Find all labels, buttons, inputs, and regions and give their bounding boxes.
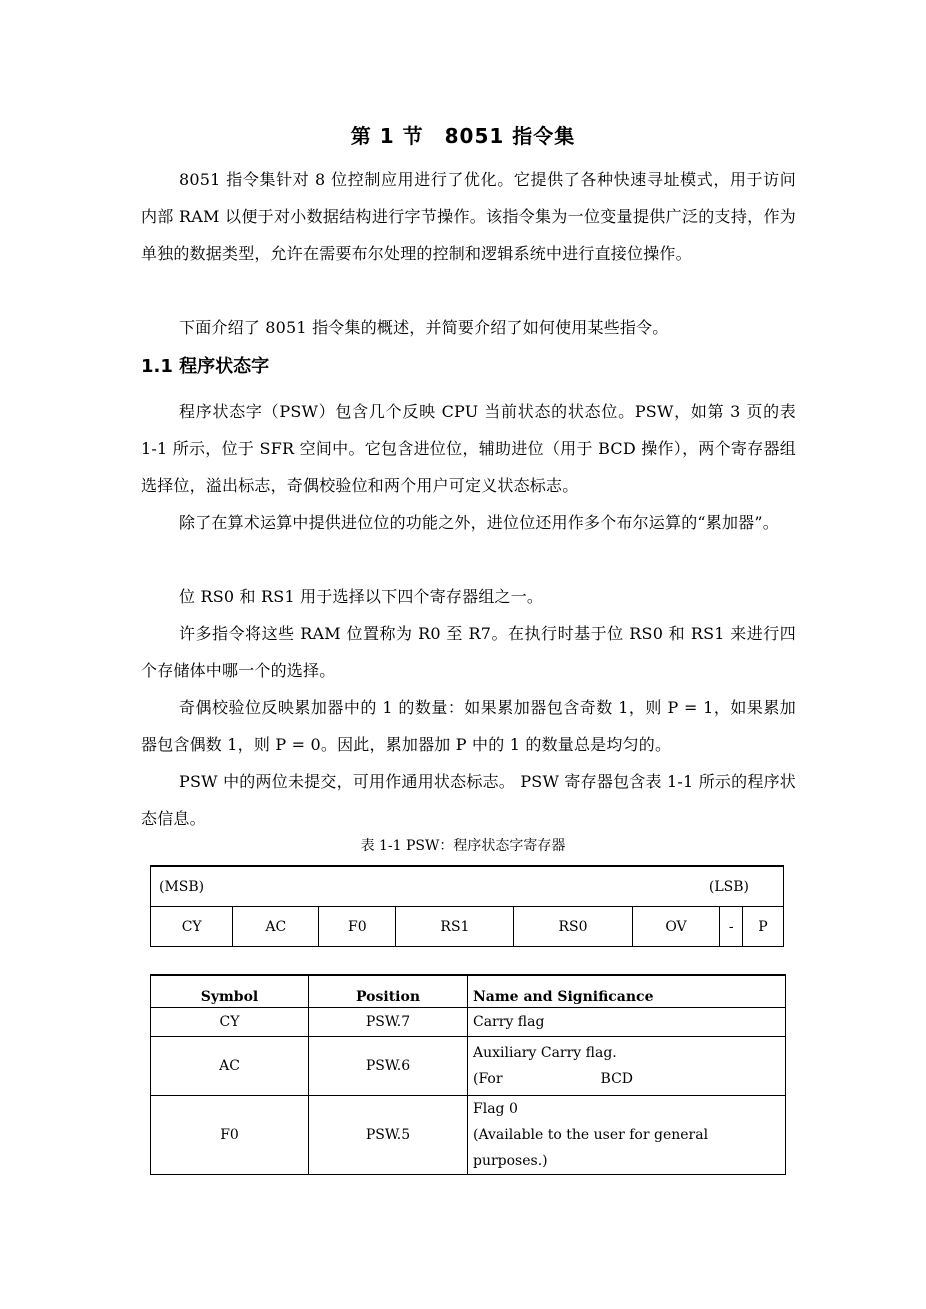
msb-lsb-row <box>151 866 784 907</box>
bit-cell: CY <box>151 907 233 947</box>
bit-cell: P <box>742 907 783 947</box>
intro-paragraph-2: 下面介绍了 8051 指令集的概述，并简要介绍了如何使用某些指令。 <box>179 318 669 337</box>
description-line: Carry flag <box>473 1014 545 1030</box>
header-symbol: Symbol <box>151 975 309 1008</box>
table-row <box>151 1037 786 1096</box>
psw-paragraph-6: PSW 中的两位未提交，可用作通用状态标志。 PSW 寄存器包含表 1-1 所示的程序状态信息。 <box>141 772 796 828</box>
position-cell: PSW.6 <box>309 1037 468 1096</box>
bit-cell: RS0 <box>514 907 632 947</box>
header-name-significance: Name and Significance <box>468 975 786 1008</box>
table-header-row <box>151 975 786 1008</box>
lsb-label: (LSB) <box>708 878 749 895</box>
psw-paragraph-5: 奇偶校验位反映累加器中的 1 的数量：如果累加器包含奇数 1，则 P = 1，如果累加器包含偶数 1，则 P = 0。因此，累加器加 P 中的 1 的数量总是均匀的。 <box>141 698 796 754</box>
table-caption: 表 1-1 PSW：程序状态字寄存器 <box>360 838 566 854</box>
bit-cell: - <box>720 907 743 947</box>
description-cell <box>468 1037 786 1096</box>
bit-row <box>151 907 784 947</box>
symbol-cell: CY <box>151 1008 309 1037</box>
psw-paragraph-2: 除了在算术运算中提供进位位的功能之外，进位位还用作多个布尔运算的“累加器”。 <box>179 513 779 532</box>
description-fragment: BCD <box>600 1071 634 1087</box>
bit-cell: RS1 <box>396 907 514 947</box>
description-cell <box>468 1096 786 1175</box>
section-title: 第 1 节 8051 指令集 <box>350 124 576 148</box>
position-cell: PSW.7 <box>309 1008 468 1037</box>
bit-cell: AC <box>233 907 319 947</box>
psw-paragraph-4: 许多指令将这些 RAM 位置称为 R0 至 R7。在执行时基于位 RS0 和 RS1 来进行四个存储体中哪一个的选择。 <box>141 624 796 680</box>
psw-paragraph-1: 程序状态字（PSW）包含几个反映 CPU 当前状态的状态位。PSW，如第 3 页的表 1-1 所示，位于 SFR 空间中。它包含进位位，辅助进位（用于 BCD 操作），两个寄存器组选择位，溢出标志，奇偶校验位和两个用户可定义状态标志。 <box>141 402 796 495</box>
description-fragment: (For <box>473 1071 503 1087</box>
bit-cell: F0 <box>319 907 396 947</box>
msb-label: (MSB) <box>159 878 205 895</box>
psw-paragraph-3: 位 RS0 和 RS1 用于选择以下四个寄存器组之一。 <box>179 587 544 606</box>
bit-cell: OV <box>632 907 720 947</box>
table-row <box>151 1008 786 1037</box>
psw-register-table <box>150 865 784 947</box>
symbol-cell: F0 <box>151 1096 309 1175</box>
subsection-heading: 1.1 程序状态字 <box>141 356 270 377</box>
intro-paragraph-1: 8051 指令集针对 8 位控制应用进行了优化。它提供了各种快速寻址模式，用于访问内部 RAM 以便于对小数据结构进行字节操作。该指令集为一位变量提供广泛的支持，作为单独的数据类型，允许在需要布尔处理的控制和逻辑系统中进行直接位操作。 <box>141 170 796 263</box>
flag-table <box>150 974 786 1175</box>
table-row <box>151 1096 786 1175</box>
description-line <box>473 1066 780 1092</box>
description-cell <box>468 1008 786 1037</box>
position-cell: PSW.5 <box>309 1096 468 1175</box>
symbol-cell: AC <box>151 1037 309 1096</box>
header-position: Position <box>309 975 468 1008</box>
description-line: Auxiliary Carry flag. <box>473 1045 617 1061</box>
description-line: Flag 0 <box>473 1101 518 1117</box>
description-line: (Available to the user for general purposes.) <box>473 1127 709 1169</box>
msb-lsb-cell <box>151 866 784 907</box>
